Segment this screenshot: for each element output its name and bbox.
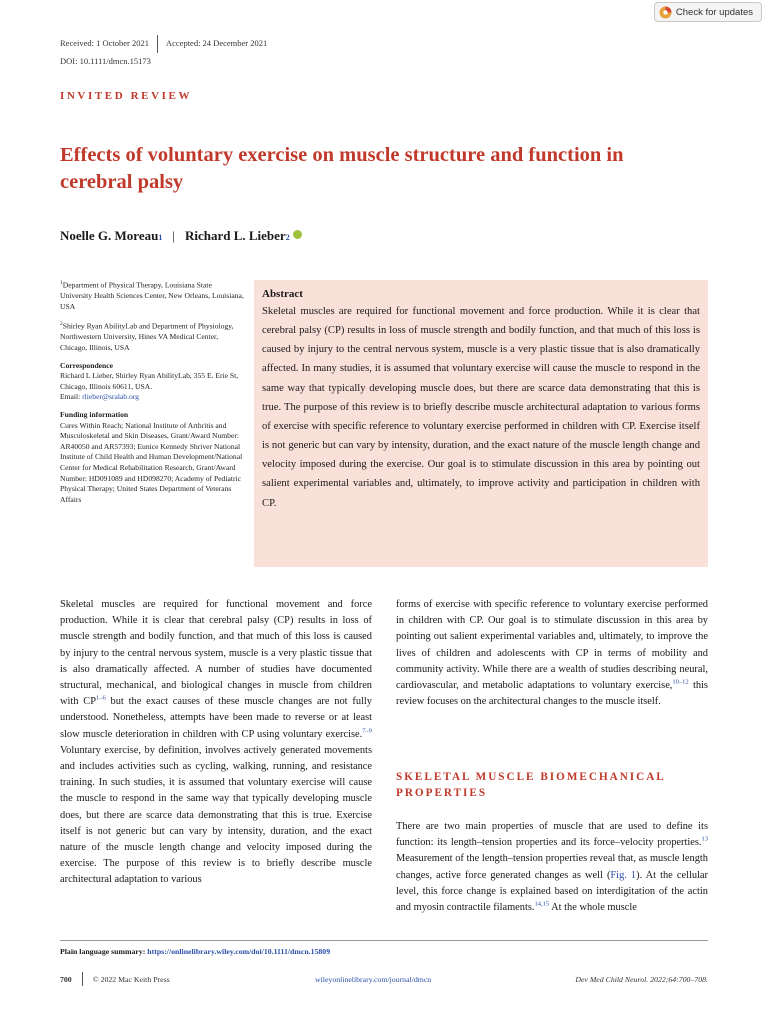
author-affiliation-ref[interactable]: 1 bbox=[158, 233, 163, 242]
author-separator: | bbox=[172, 228, 175, 243]
affiliation-1: $^1$Department of Physical Therapy, Louisiana State University Health Sciences Center, New Orleans, Louisiana, USA bbox=[60, 280, 244, 311]
copyright: © 2022 Mac Keith Press bbox=[92, 974, 170, 984]
abstract-text: Skeletal muscles are required for functional movement and force production. While it is clear that cerebral palsy (CP) results in loss of muscle strength and bodily function, and that much of this loss is caused by injury to the central nervous system, muscle is a very plastic tissue that is also dramatically affected. In many studies, it is assumed that voluntary exercise will cause the muscle to respond in the same way that typically developing muscle does, but there are scarce data demonstrating that this is true. The purpose of this review is to briefly describe muscle architectural adaptation to various forms of exercise with specific reference to voluntary exercise performed in children with CP. Exercise itself is not generic but can vary by intensity, duration, and the exact nature of the muscle length change and velocity imposed during the exercise. Our goal is to stimulate discussion in this area by pointing out salient experimental variables and, ultimately, to improve activity and participation in children with CP. bbox=[262, 306, 700, 509]
abstract-heading: Abstract bbox=[262, 288, 303, 300]
footer-separator bbox=[82, 972, 83, 986]
section-heading: SKELETAL MUSCLE BIOMECHANICAL PROPERTIES bbox=[396, 771, 666, 799]
citation-link[interactable]: 7–9 bbox=[362, 727, 372, 735]
date-divider bbox=[157, 35, 158, 53]
author-list bbox=[60, 228, 302, 244]
body-column-left: Skeletal muscles are required for functional movement and force production. While it is clear that cerebral palsy (CP) results in loss of muscle strength and bodily function, and that much of this loss is caused by injury to the central nervous system, muscle is a very plastic tissue that is also dramatically affected. A number of studies have documented structural, mechanical, and biological changes in muscle from children with CP$^{1-6}$ but the exact causes of these muscle changes are not fully understood. Nonetheless, attempts have been made to reverse or at least slow muscle deterioration in children with CP using voluntary exercise.$^{7-9}$ Voluntary exercise, by definition, involves actively generated movements and includes activities such as cycling, walking, running, and resistance training. In such studies, it is assumed that voluntary exercise will cause the muscle to respond in the same way that typically developing muscle does, but there are scarce data demonstrating that this is true. Exercise itself is not generic but can vary by intensity, duration, and the exact nature of the muscle length change and velocity imposed during the exercise. The purpose of this review is to briefly describe muscle architectural adaptation to various bbox=[60, 599, 372, 886]
footer-divider bbox=[60, 940, 708, 941]
body-column-right-intro: forms of exercise with specific reference to voluntary exercise performed in children with CP. Our goal is to stimulate discussion in this area by pointing out salient experimental variables and, ultimately, to improve the lives of children and adolescents with CP in terms of mobility and community activity. While there are a wealth of studies describing neural, cardiovascular, and metabolic adaptations to voluntary exercise,$^{10-12}$ this review focuses on the architectural changes to the muscle itself. bbox=[396, 599, 708, 708]
affiliations-panel bbox=[60, 278, 245, 512]
funding-heading: Funding information bbox=[60, 410, 129, 419]
plain-language-summary: Plain language summary: https://onlinelibrary.wiley.com/doi/10.1111/dmcn.15809 bbox=[60, 947, 331, 956]
received-date: Received: 1 October 2021 bbox=[60, 38, 149, 48]
body-column-right-section: There are two main properties of muscle that are used to define its function: its length–tension properties and its force–velocity properties.$^{13}$ Measurement of the length–tension properties reveal that, as muscle length changes, active force generated changes as well (Fig. 1). At the cellular level, this force change is explained based on interdigitation of the actin and myosin contractile filaments.$^{14,15}$ At the whole muscle bbox=[396, 821, 708, 914]
article-type: INVITED REVIEW bbox=[60, 90, 193, 102]
correspondence-heading: Correspondence bbox=[60, 360, 114, 370]
journal-link[interactable]: wileyonlinelibrary.com/journal/dmcn bbox=[315, 974, 432, 984]
email-link[interactable]: rlieber@sralab.org bbox=[82, 392, 139, 402]
accepted-date: Accepted: 24 December 2021 bbox=[165, 38, 268, 48]
article-title: Effects of voluntary exercise on muscle structure and function in cerebral palsy bbox=[60, 144, 624, 193]
correspondence-text: Richard L Lieber, Shirley Ryan AbilityLab, 355 E. Erie St, Chicago, Illinois 60611, USA. Email: rlieber@sralab.org bbox=[60, 371, 239, 402]
citation-link[interactable]: 13 bbox=[701, 835, 708, 843]
author-name: Richard L. Lieber bbox=[184, 228, 286, 243]
page-number: 700 bbox=[60, 974, 72, 984]
orcid-icon[interactable] bbox=[293, 230, 302, 239]
page-footer bbox=[60, 972, 708, 986]
author-name: Noelle G. Moreau bbox=[60, 228, 159, 243]
citation-link[interactable]: 10–12 bbox=[672, 678, 689, 686]
citation-link[interactable]: 1–6 bbox=[95, 694, 106, 702]
figure-link[interactable]: Fig. 1 bbox=[610, 869, 637, 881]
author-affiliation-ref[interactable]: 2 bbox=[285, 233, 290, 242]
journal-citation: Dev Med Child Neurol. 2022;64:700–708. bbox=[575, 974, 708, 984]
affiliation-2: $^2$Shirley Ryan AbilityLab and Department of Physiology, Northwestern University, Hines VA Medical Center, Chicago, Illinois, USA bbox=[60, 321, 234, 353]
citation-link[interactable]: 14,15 bbox=[534, 900, 550, 908]
check-for-updates-icon bbox=[659, 6, 672, 19]
check-for-updates-label: Check for updates bbox=[675, 6, 753, 18]
article-dates bbox=[60, 38, 267, 53]
abstract-box bbox=[254, 280, 708, 567]
funding-text: Cures Within Reach; National Institute of Arthritis and Musculoskeletal and Skin Diseases, Grant/Award Number: AR40050 and AR57393; Eunice Kennedy Shriver National Institute of Child Health and Human Development/National Center for Medical Rehabilitation Research, Grant/Award Number: HD091089 and HD098270; Academy of Pediatric Physical Therapy; United States Department of Veterans Affairs bbox=[60, 420, 243, 504]
check-for-updates-button[interactable] bbox=[654, 2, 762, 22]
doi: DOI: 10.1111/dmcn.15173 bbox=[60, 56, 151, 66]
plain-language-link[interactable]: https://onlinelibrary.wiley.com/doi/10.1111/dmcn.15809 bbox=[147, 947, 331, 956]
